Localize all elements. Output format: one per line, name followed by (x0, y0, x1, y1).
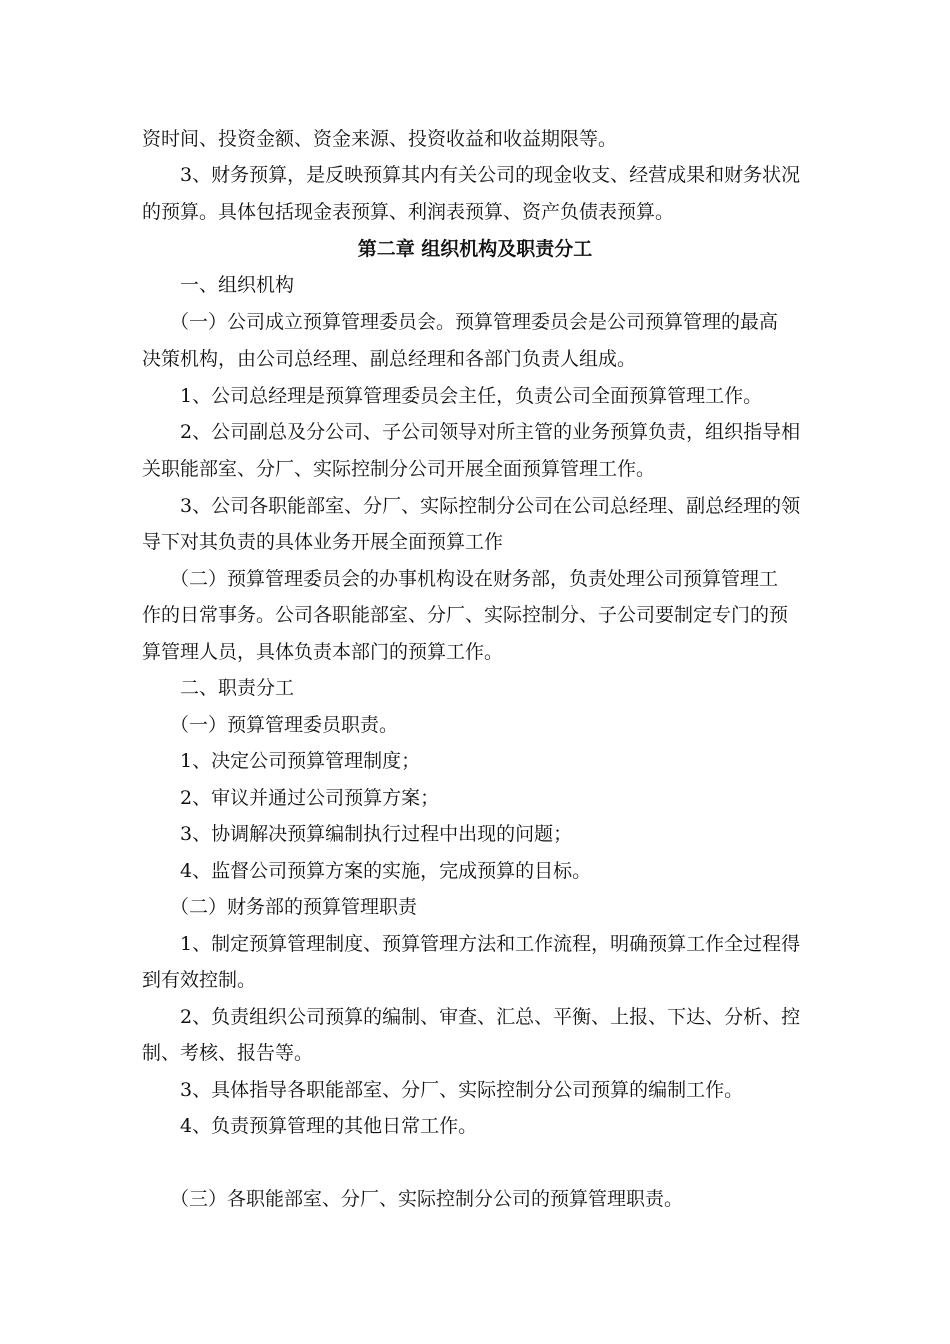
paragraph-line: （二）预算管理委员会的办事机构设在财务部，负责处理公司预算管理工 (170, 568, 779, 590)
section-heading: 二、职责分工 (180, 677, 295, 699)
paragraph-line: 制、考核、报告等。 (142, 1042, 314, 1064)
paragraph-line: 到有效控制。 (142, 969, 257, 991)
list-item: 3、协调解决预算编制执行过程中出现的问题； (180, 823, 573, 845)
list-item: 3、具体指导各职能部室、分厂、实际控制分公司预算的编制工作。 (180, 1079, 744, 1101)
subsection-heading: （三）各职能部室、分厂、实际控制分公司的预算管理职责。 (170, 1188, 684, 1210)
paragraph-line: 作的日常事务。公司各职能部室、分厂、实际控制分、子公司要制定专门的预 (142, 604, 789, 626)
list-item: 1、决定公司预算管理制度； (180, 750, 421, 772)
subsection-heading: （一）预算管理委员职责。 (170, 714, 399, 736)
list-item: 2、审议并通过公司预算方案； (180, 787, 440, 809)
paragraph-line: 的预算。具体包括现金表预算、利润表预算、资产负债表预算。 (142, 201, 675, 223)
subsection-heading: （二）财务部的预算管理职责 (170, 896, 418, 918)
list-item: 4、负责预算管理的其他日常工作。 (180, 1115, 478, 1137)
list-item: 2、公司副总及分公司、子公司领导对所主管的业务预算负责，组织指导相 (180, 421, 801, 443)
paragraph-line: 关职能部室、分厂、实际控制分公司开展全面预算管理工作。 (142, 458, 656, 480)
paragraph-line: 导下对其负责的具体业务开展全面预算工作 (142, 531, 504, 553)
list-item: 1、公司总经理是预算管理委员会主任，负责公司全面预算管理工作。 (180, 385, 763, 407)
list-item: 1、制定预算管理制度、预算管理方法和工作流程，明确预算工作全过程得 (180, 933, 801, 955)
paragraph-line: 资时间、投资金额、资金来源、投资收益和收益期限等。 (142, 128, 618, 150)
list-item: 4、监督公司预算方案的实施，完成预算的目标。 (180, 860, 592, 882)
paragraph-line: 算管理人员，具体负责本部门的预算工作。 (142, 641, 504, 663)
list-item: 3、公司各职能部室、分厂、实际控制分公司在公司总经理、副总经理的领 (180, 495, 801, 517)
section-heading: 一、组织机构 (180, 274, 295, 296)
paragraph-line: （一）公司成立预算管理委员会。预算管理委员会是公司预算管理的最高 (170, 311, 779, 333)
chapter-heading: 第二章 组织机构及职责分工 (357, 238, 593, 260)
paragraph-line: 决策机构，由公司总经理、副总经理和各部门负责人组成。 (142, 348, 637, 370)
paragraph-line: 3、财务预算，是反映预算其内有关公司的现金收支、经营成果和财务状况 (180, 164, 801, 186)
list-item: 2、负责组织公司预算的编制、审查、汇总、平衡、上报、下达、分析、控 (180, 1006, 801, 1028)
